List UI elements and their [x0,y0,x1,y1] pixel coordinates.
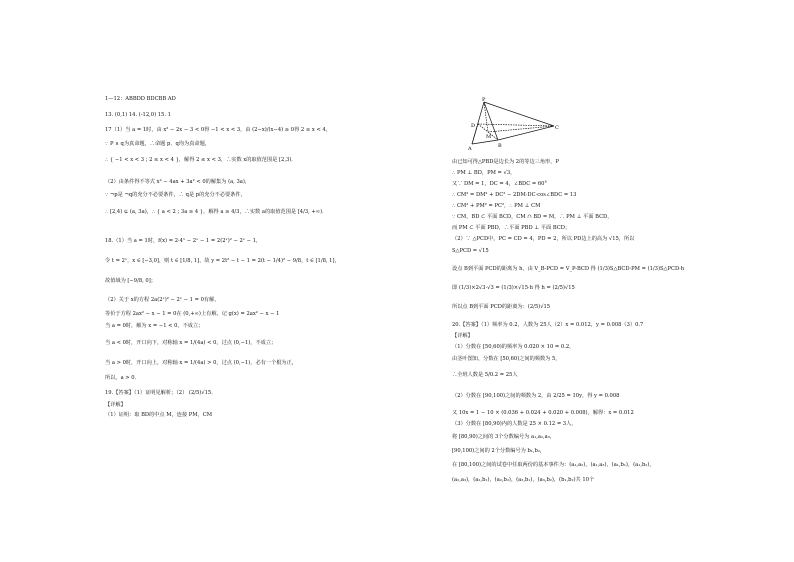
p19-answer: 19.【答案】（1）证明见解析；（2） (2/5)√15． [105,390,217,396]
label-m: M [486,134,492,140]
p17-line1: 17（1）当 a = 1时，由 x² − 2x − 3 < 0得 −1 < x < 3，由 (2−x)/(x−4) ≥ 0得 2 ≤ x < 4， [105,127,331,133]
r-line-7: 而 PM ⊂ 平面 PBD，∴平面 PBD ⊥ 平面 BCD； [452,225,571,231]
r-line-9: S△PCD = √15 [452,248,489,254]
answers-1-12: 1—12：ABBDD BDCBB AD [105,96,176,102]
r-line-13: 20.【答案】（1）频率为 0.2，人数为 25人（2）x = 0.012，y = 0.008（3）0.7 [452,322,644,328]
r-line-2: ∴ PM ⊥ BD，PM = √3， [452,170,516,176]
r-line-17: ∴全班人数是 5/0.2 = 25人 [452,372,518,378]
r-line-11: 即 (1/3)×2√3·√3 = (1/3)×√15·h 得 h = (2/5)√15 [452,285,575,291]
r-line-22: [90,100)之间的 2个分数编号为 b₁,b₂， [452,448,546,454]
p17-line6: ∴ [2,4) ⊊ (a, 3a)，∴ { a < 2 ; 3a ≥ 4 }，解得 a ≥ 4/3，∴实数 a的取值范围是 [4/3, +∞)． [105,209,328,215]
r-line-15: （1）分数在 [50,60)的频率为 0.020 × 10 = 0.2， [452,344,575,350]
answers-13-16: 13. (0,1) 14. (-12,0) 15. 1 [105,112,171,118]
p19-proof-line: （1）证明：取 BD的中点 M，连接 PM，CM [105,412,213,418]
p18-line5: 等价于方程 2ax² − x − 1 = 0在 (0,+∞)上有解，记 g(x) = 2ax² − x − 1 [105,311,280,317]
r-line-23: 在 [80,100)之间的试卷中任取两份的基本事件为：(a₁,a₂)，(a₁,a₃)，(a₁,b₁)，(a₁,b₂)， [452,462,655,468]
p18-line9: 所以，a > 0． [105,375,140,381]
r-line-12: 所以点 B到平面 PCD的距离为：(2/5)√15 [452,304,551,310]
r-line-1: 由已知可得△PBD是边长为 2的等边三角形，P [452,159,559,165]
r-line-4: ∴ CM² = DM² + DC² − 2DM·DC·cos∠BDC = 13 [452,192,577,198]
p17-line3: ∴ { −1 < x < 3 ; 2 ≤ x < 4 }，解得 2 ≤ x < 3，∴实数 x的取值范围是 [2,3)． [105,157,297,163]
p18-line1: 18.（1）当 a = 1时，f(x) = 2·4ˣ − 2ˣ − 1 = 2(2ˣ)² − 2ˣ − 1， [105,238,262,244]
p17-line2: ∵ P ∧ q为真命题，∴命题 p、q均为真命题， [105,141,210,147]
r-line-20: （3）分数在 [80,90)内的人数是 25 × 0.12 = 3人， [452,421,577,427]
r-line-24: (a₂,a₃)，(a₂,b₁)，(a₂,b₂)，(a₃,b₁)，(a₃,b₂)，(b₁,b₂)共 10个 [452,477,595,483]
r-line-6: ∵ CM，BD ⊂ 平面 BCD，CM ∩ BD = M，∴ PM ⊥ 平面 BCD， [452,214,613,220]
p18-line7: 当 a < 0时，开口向下，对称轴 x = 1/(4a) < 0，过点 (0,−1)，不成立； [105,340,277,346]
r-line-16: 由茎叶图知，分数在 [50,60)之间的频数为 5， [452,356,561,362]
r-line-10: 设点 B到平面 PCD的距离为 h，由 V_B-PCD = V_P-BCD 得 (1/3)S△BCD·PM = (1/3)S△PCD·h [452,266,685,272]
p18-line8: 当 a > 0时，开口向上，对称轴 x = 1/(4a) > 0，过点 (0,−1)，必有一个根为正， [105,360,297,366]
label-a: A [468,146,472,152]
label-d: D [471,123,476,129]
tetrahedron-figure [462,96,562,156]
p18-line6: 当 a = 0时，解为 x = −1 < 0，不成立； [105,323,204,329]
r-line-18: （2）分数在 [90,100)之间的频数为 2，由 2/25 = 10y，得 y = 0.008 [452,393,620,399]
p19-detail-heading: 【详解】 [105,402,126,408]
label-p: P [482,97,486,103]
r-line-8: （2）∵ △PCD中，PC = CD = 4，PD = 2，所以 PD边上的高为 √15，所以 [452,236,635,242]
p17-line4: （2）由条件得不等式 x² − 4ax + 3a² < 0的解集为 (a, 3a)， [105,179,251,185]
r-line-5: ∴ CM² + PM² = PC²，∴ PM ⊥ CM [452,203,541,209]
r-line-3: 又∵ DM = 1，DC = 4，∠BDC = 60° [452,181,548,187]
p18-line2: 令 t = 2ˣ，x ∈ [−3,0]，则 t ∈ [1/8, 1]，故 y = 2t² − t − 1 = 2(t − 1/4)² − 9/8，t ∈ [1/8, 1]， [105,258,340,264]
r-line-21: 将 [80,90)之间的 3个分数编号为 a₁,a₂,a₃， [452,434,556,440]
label-b: B [498,143,502,149]
p18-line4: （2）关于 x的方程 2a(2ˣ)² − 2ˣ − 1 = 0有解， [105,297,220,303]
r-line-19: 又 10x = 1 − 10 × (0.036 + 0.024 + 0.020 + 0.008)，解得：x = 0.012 [452,410,634,416]
r-line-14: 【详解】 [452,333,473,339]
label-c: C [555,125,559,131]
p18-line3: 故值域为 [−9/8, 0]； [105,278,156,284]
p17-line5: ∵ ¬p是 ¬q的充分不必要条件，∴ q是 p的充分不必要条件， [105,192,246,198]
